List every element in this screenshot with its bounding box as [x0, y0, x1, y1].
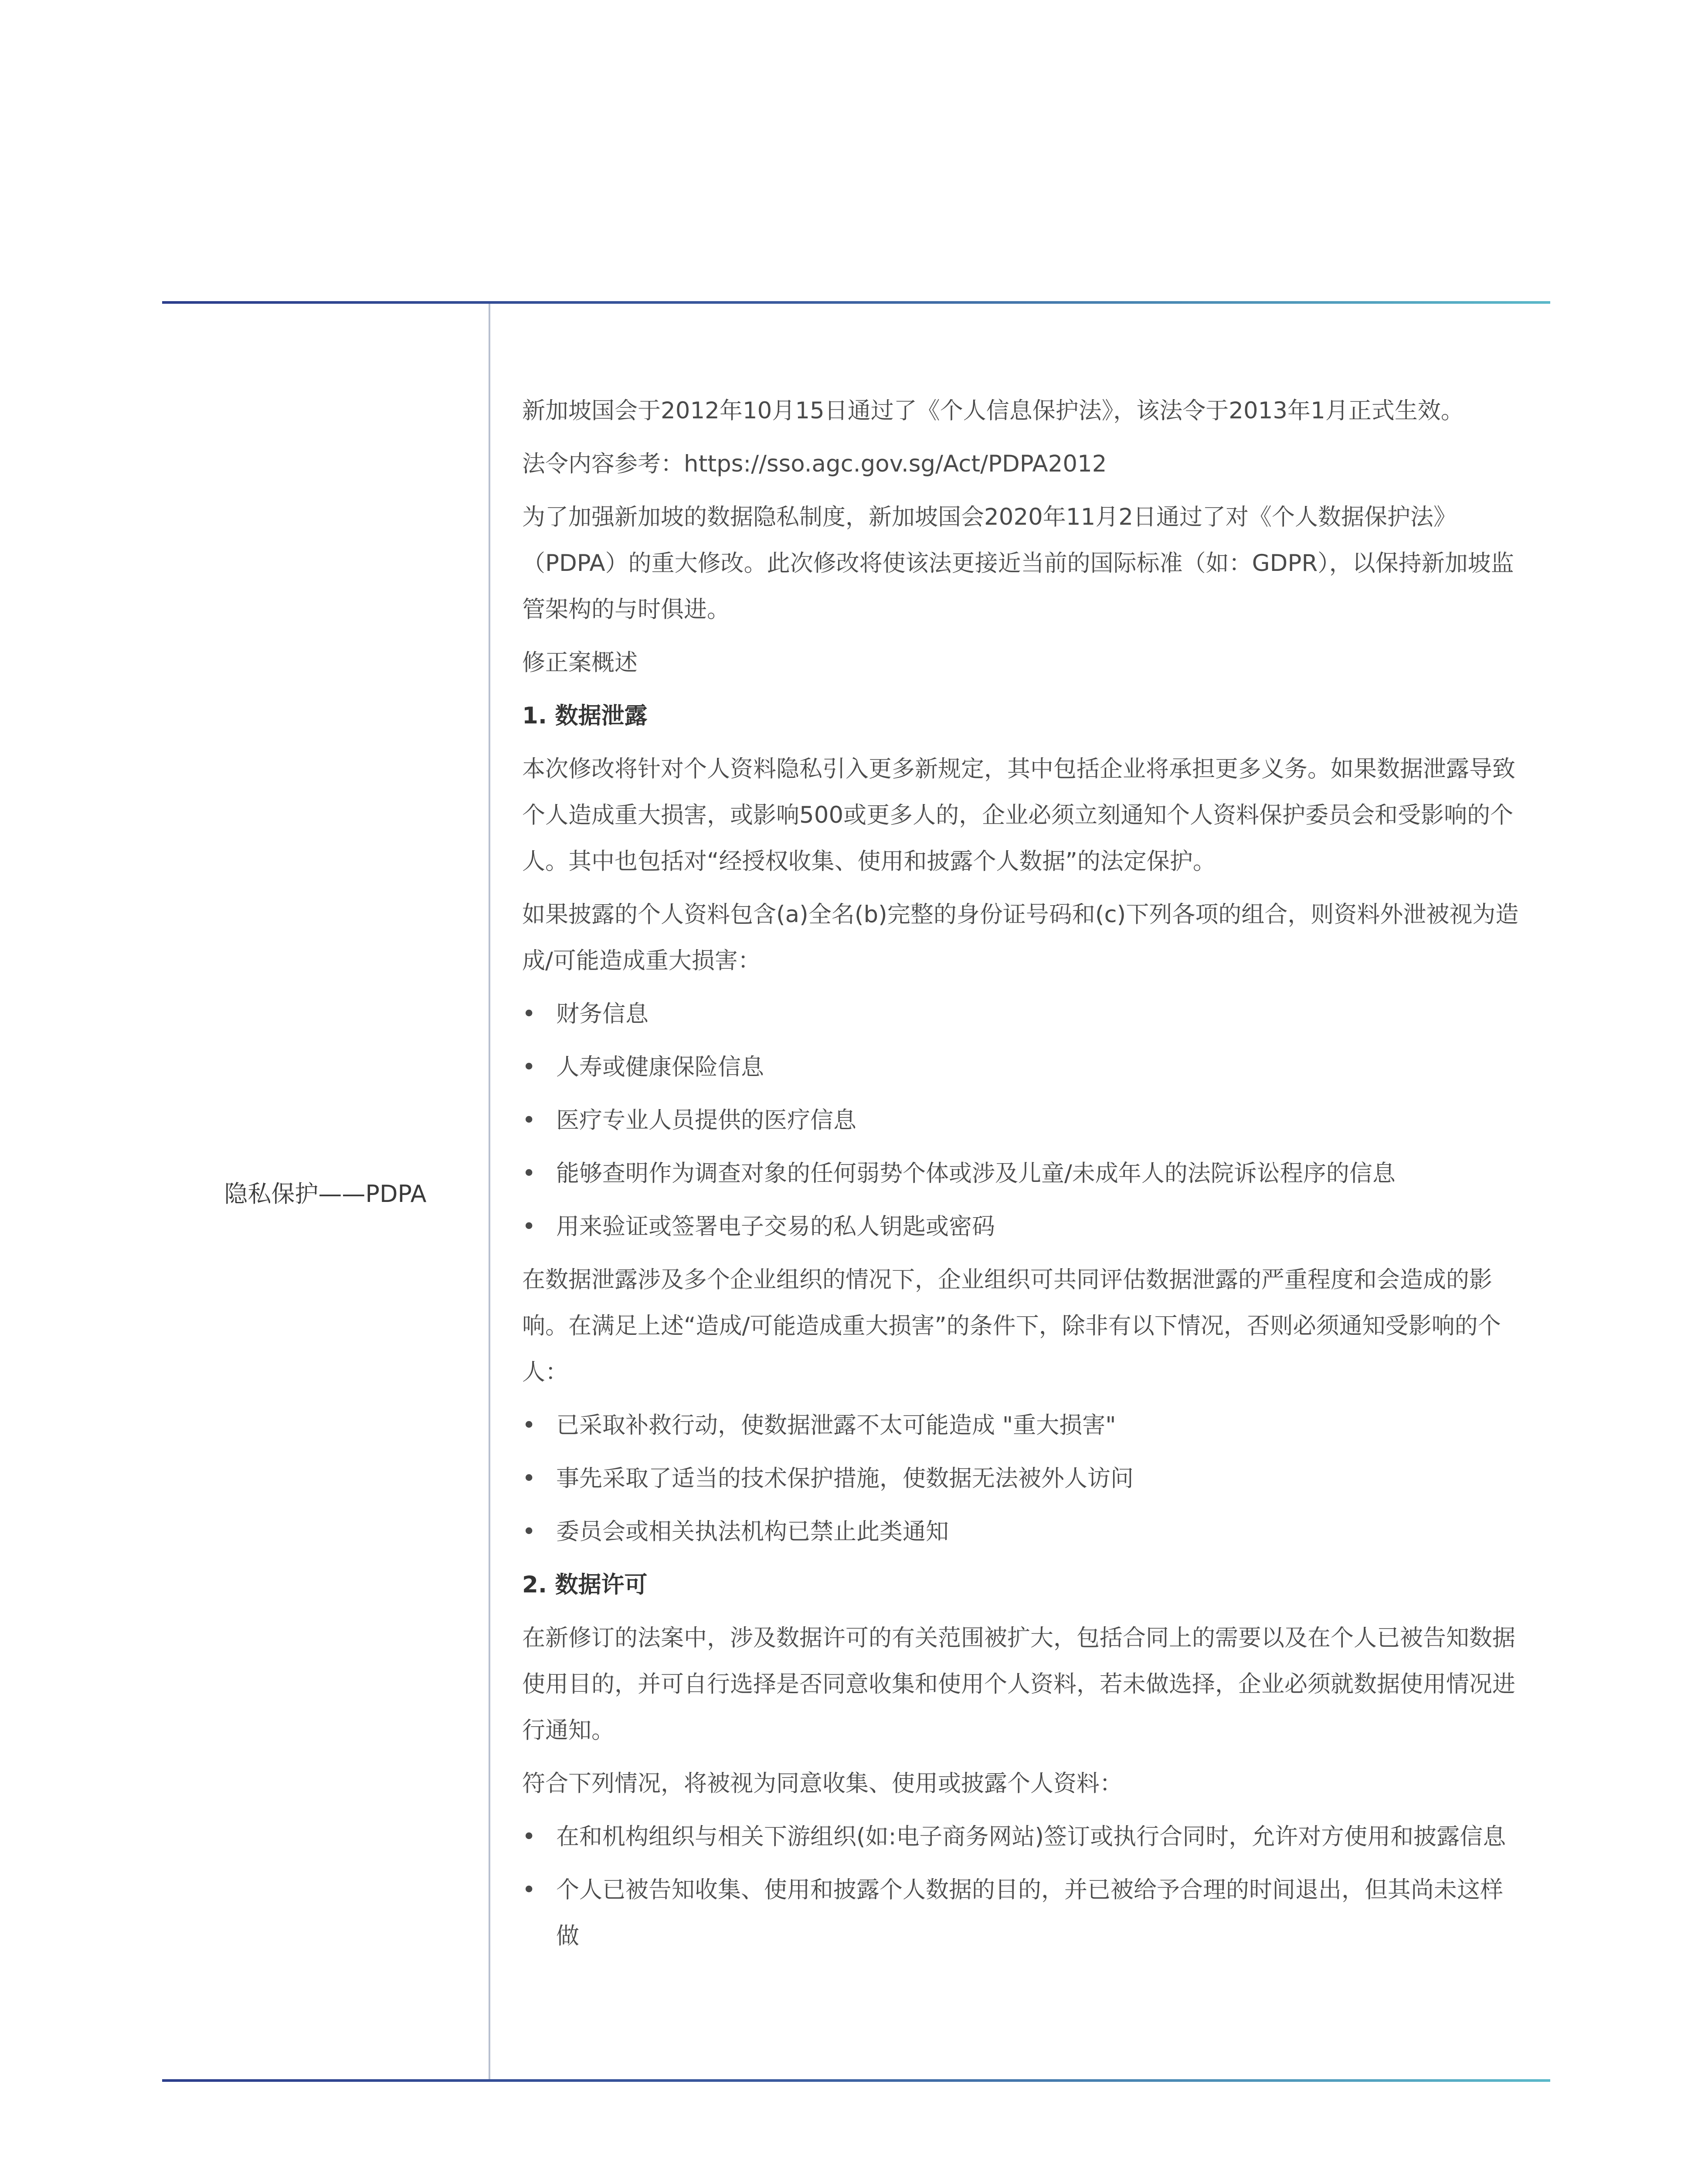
- section-1-list-1: [522, 991, 1525, 1250]
- list-item-text: 用来验证或签署电子交易的私人钥匙或密码: [556, 1213, 995, 1240]
- section-1-heading: 1. 数据泄露: [522, 703, 648, 729]
- intro-paragraph-2: 法令内容参考：https://sso.agc.gov.sg/Act/PDPA2012: [522, 451, 1107, 477]
- list-item-text: 在和机构组织与相关下游组织(如:电子商务网站)签订或执行合同时，允许对方使用和披露信息: [556, 1823, 1506, 1850]
- section-2-paragraph-1: 在新修订的法案中，涉及数据许可的有关范围被扩大，包括合同上的需要以及在个人已被告知数据使用目的，并可自行选择是否同意收集和使用个人资料，若未做选择，企业必须就数据使用情况进行通知。: [522, 1625, 1515, 1744]
- table-top-rule: [162, 301, 1550, 304]
- list-item: [522, 1204, 1525, 1250]
- bullet-icon: •: [522, 1465, 536, 1492]
- list-item: [522, 1097, 1525, 1144]
- list-item: [522, 1402, 1525, 1449]
- list-item: [522, 1867, 1525, 1959]
- section-2-heading: 2. 数据许可: [522, 1571, 648, 1598]
- bullet-icon: •: [522, 1001, 536, 1027]
- list-item: [522, 1814, 1525, 1860]
- list-item-text: 已采取补救行动，使数据泄露不太可能造成 "重大损害": [556, 1412, 1116, 1439]
- list-item-text: 财务信息: [556, 1001, 649, 1027]
- list-item: [522, 1044, 1525, 1090]
- section-1-paragraph-3: 在数据泄露涉及多个企业组织的情况下，企业组织可共同评估数据泄露的严重程度和会造成的影响。在满足上述“造成/可能造成重大损害”的条件下，除非有以下情况，否则必须通知受影响的个人：: [522, 1266, 1501, 1385]
- list-item: [522, 1456, 1525, 1502]
- list-item-text: 个人已被告知收集、使用和披露个人数据的目的，并已被给予合理的时间退出，但其尚未这样做: [556, 1877, 1503, 1949]
- bullet-icon: •: [522, 1213, 536, 1240]
- bullet-icon: •: [522, 1823, 536, 1850]
- intro-paragraph-1: 新加坡国会于2012年10月15日通过了《个人信息保护法》，该法令于2013年1月正式生效。: [522, 397, 1464, 424]
- bullet-icon: •: [522, 1054, 536, 1080]
- bullet-icon: •: [522, 1518, 536, 1545]
- section-2-paragraph-2: 符合下列情况，将被视为同意收集、使用或披露个人资料：: [522, 1770, 1123, 1797]
- intro-paragraph-4: 修正案概述: [522, 649, 638, 676]
- section-2-list: [522, 1814, 1525, 1959]
- list-item-text: 事先采取了适当的技术保护措施，使数据无法被外人访问: [556, 1465, 1134, 1492]
- list-item: [522, 991, 1525, 1037]
- section-1-list-2: [522, 1402, 1525, 1555]
- row-content: [522, 388, 1525, 1966]
- list-item-text: 委员会或相关执法机构已禁止此类通知: [556, 1518, 949, 1545]
- bullet-icon: •: [522, 1160, 536, 1187]
- section-1-paragraph-1: 本次修改将针对个人资料隐私引入更多新规定，其中包括企业将承担更多义务。如果数据泄露导致个人造成重大损害，或影响500或更多人的，企业必须立刻通知个人资料保护委员会和受影响的个人。其中也包括对“经授权收集、使用和披露个人数据”的法定保护。: [522, 756, 1515, 875]
- bullet-icon: •: [522, 1877, 536, 1903]
- list-item-text: 能够查明作为调查对象的任何弱势个体或涉及儿童/未成年人的法院诉讼程序的信息: [556, 1160, 1396, 1187]
- list-item: [522, 1509, 1525, 1555]
- list-item-text: 人寿或健康保险信息: [556, 1054, 764, 1080]
- table-column-divider: [489, 304, 490, 2079]
- table-bottom-rule: [162, 2079, 1550, 2082]
- list-item: [522, 1151, 1525, 1197]
- bullet-icon: •: [522, 1107, 536, 1134]
- row-label: 隐私保护——PDPA: [224, 1180, 427, 1208]
- list-item-text: 医疗专业人员提供的医疗信息: [556, 1107, 856, 1134]
- section-1-paragraph-2: 如果披露的个人资料包含(a)全名(b)完整的身份证号码和(c)下列各项的组合，则资料外泄被视为造成/可能造成重大损害：: [522, 901, 1519, 974]
- intro-paragraph-3: 为了加强新加坡的数据隐私制度，新加坡国会2020年11月2日通过了对《个人数据保护法》（PDPA）的重大修改。此次修改将使该法更接近当前的国际标准（如：GDPR），以保持新加坡监管架构的与时俱进。: [522, 504, 1514, 623]
- bullet-icon: •: [522, 1412, 536, 1439]
